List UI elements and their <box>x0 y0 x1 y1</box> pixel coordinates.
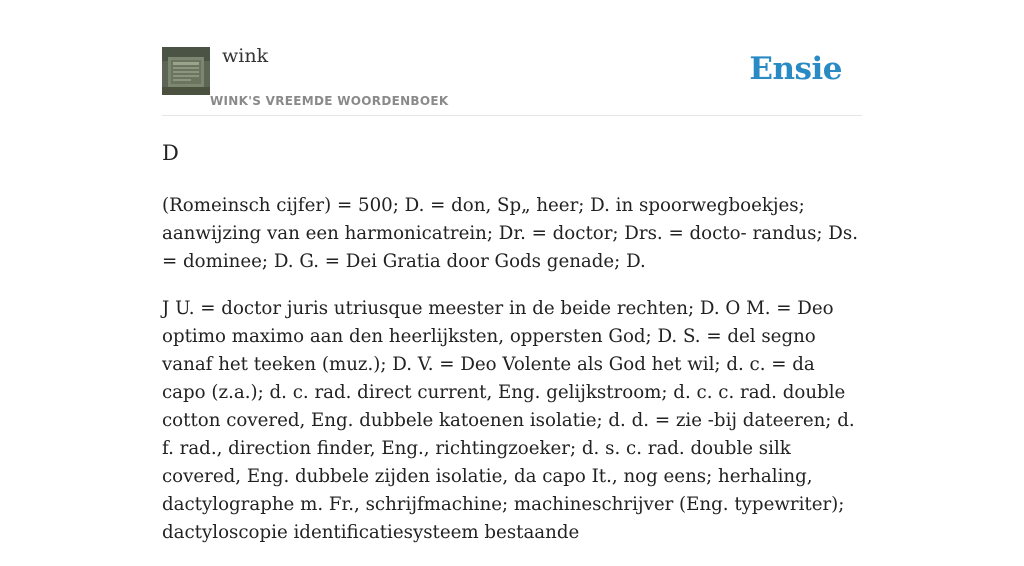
book-cover-avatar-icon <box>162 47 210 95</box>
entry-title: D <box>162 141 179 165</box>
page <box>162 0 862 543</box>
user-avatar[interactable] <box>162 47 210 95</box>
dictionary-title[interactable]: WINK'S VREEMDE WOORDENBOEK <box>210 94 449 108</box>
header <box>162 0 862 116</box>
username-link[interactable]: wink <box>222 45 269 67</box>
entry-content <box>162 192 862 566</box>
entry-paragraph-2: J U. = doctor juris utriusque meester in de beide rechten; D. O M. = Deo optimo maximo aan den heerlijksten, oppersten God; D. S. = del segno vanaf het teeken (muz.); D. V. = Deo Volente als God het wil; d. c. = da capo (z.a.); d. c. rad. direct current, Eng. gelijkstroom; d. c. c. rad. double cotton covered, Eng. dubbele katoenen isolatie; d. d. = zie -bij dateeren; d. f. rad., direction finder, Eng., richtingzoeker; d. s. c. rad. double silk covered, Eng. dubbele zijden isolatie, da capo It., nog eens; herhaling, dactylographe m. Fr., schrijfmachine; machineschrijver (Eng. typewriter); dactyloscopie identificatiesysteem bestaande <box>162 298 855 543</box>
entry-paragraph-1: (Romeinsch cijfer) = 500; D. = don, Sp„ heer; D. in spoorwegboekjes; aanwijzing van een harmonicatrein; Dr. = doctor; Drs. = docto- randus; Ds. = dominee; D. G. = Dei Gratia door Gods genade; D. <box>162 195 859 272</box>
ensie-logo[interactable]: Ensie <box>749 51 842 87</box>
